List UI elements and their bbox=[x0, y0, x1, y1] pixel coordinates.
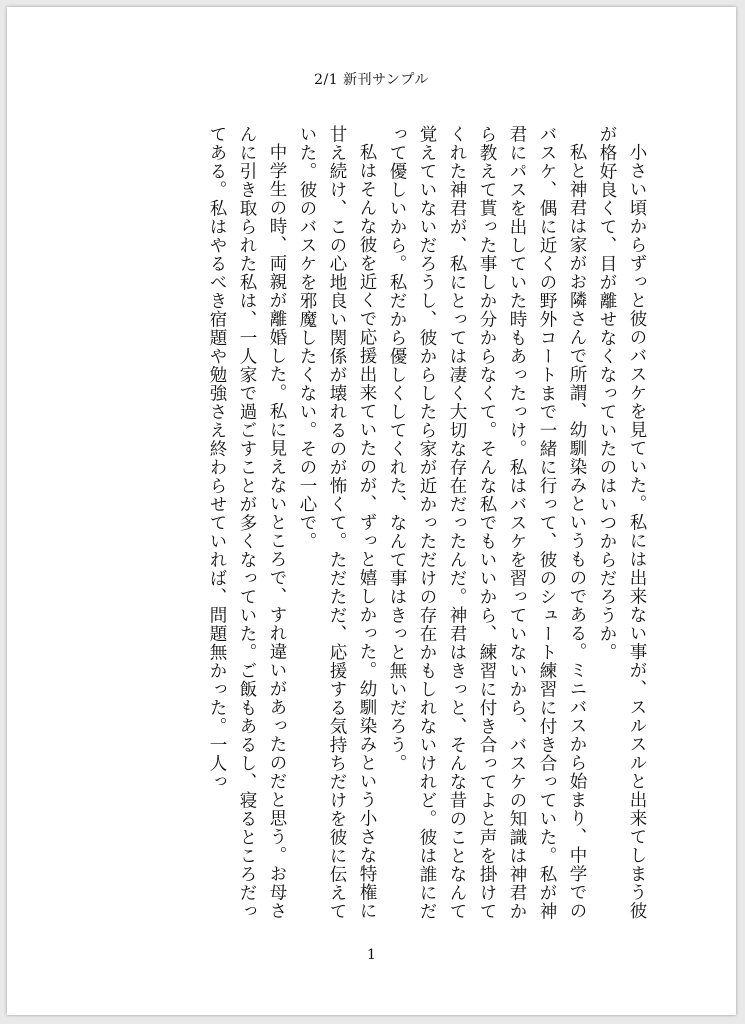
document-page bbox=[7, 7, 736, 1015]
paragraph: 私はそんな彼を近くで応援出来ていたのが、ずっと嬉しかった。幼馴染みという小さな特権に甘え続け、この心地良い関係が壊れるのが怖くて。ただただ、応援する気持ちだけを彼に伝えていた。彼のバスケを邪魔したくない。その一心で。 bbox=[297, 125, 377, 921]
vertical-body-text bbox=[172, 125, 652, 925]
paragraph: 小さい頃からずっと彼のバスケを見ていた。私には出来ない事が、スルスルと出来てしまう彼が格好良くて、目が離せなくなっていたのはいつからだろうか。 bbox=[597, 125, 647, 920]
page-header-title: 2/1 新刊サンプル bbox=[314, 72, 429, 88]
paragraph: 私と神君は家がお隣さんで所謂、幼馴染みというものである。ミニバスから始まり、中学でのバスケ、偶に近くの野外コートまで一緒に行って、彼のシュート練習に付き合っていた。私が神君にパスを出していた時もあったっけ。私はバスケを習っていないから、バスケの知識は神君から教えて貰った事しか分からなくて。そんな私でもいいから、練習に付き合ってよと声を掛けてくれた神君が、私にとっては凄く大切な存在だったんだ。神君はきっと、そんな昔のことなんて覚えていないだろうし、彼からしたら家が近かっただけの存在かもしれないけれど。彼は誰にだって優しいから。私だから優しくしてくれた、なんて事はきっと無いだろう。 bbox=[387, 125, 587, 921]
page-number: 1 bbox=[367, 947, 376, 963]
paragraph: 中学生の時、両親が離婚した。私に見えないところで、すれ違いがあったのだと思う。お母さんに引き取られた私は、一人家で過ごすことが多くなっていた。ご飯もあるし、寝るところだってある。私はやるべき宿題や勉強さえ終わらせていれば、問題無かった。一人っ bbox=[207, 125, 287, 921]
